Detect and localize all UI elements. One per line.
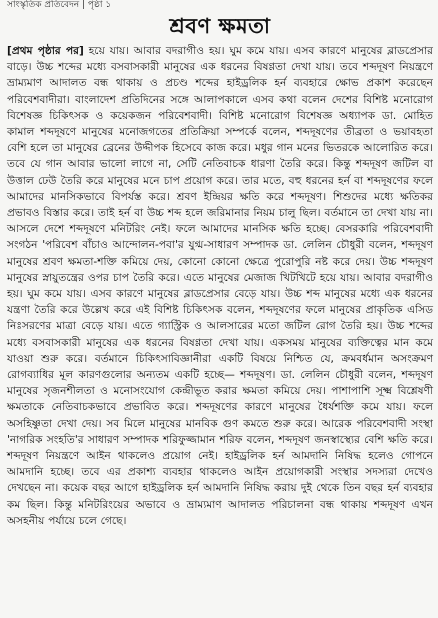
cropped-header-line: সাংস্কৃতিক প্রতিবেদন | পৃষ্ঠা ১ [7, 0, 112, 10]
article-text: হয়ে যায়। আবার বদরাগীও হয়। ঘুম কমে যায়। এসব কারণে মানুষের ব্লাডপ্রেসার বাড়ে। উচ্চ শব্দের মধ্যে বসবাসকারী মানুষের এক ধরনের বিষণ্ণতা দেখা যায়। তবে শব্দদূষণ নিয়ন্ত্রণে ভ্রাম্যমাণ আদালত বন্ধ থাকায় ও প্রচণ্ড শব্দের হাইড্রলিক হর্ন ব্যবহারে ক্ষোভ প্রকাশ করেছেন পরিবেশবাদীরা। বাংলাদেশ প্রতিদিনের সঙ্গে আলাপকালে এসব কথা বলেন দেশের বিশিষ্ট মনোরোগ বিশেষজ্ঞ চিকিৎসক ও কয়েকজন পরিবেশবাদী। বিশিষ্ট মনোরোগ বিশেষজ্ঞ অধ্যাপক ডা. মোহিত কামাল শব্দদূষণে মানুষের মনোজগতের প্রতিক্রিয়া সম্পর্কে বলেন, শব্দদূষণের তীব্রতা ও ভয়াবহতা বেশি হলে তা মানুষের ব্রেনের উদ্দীপক হিসেবে কাজ করে। মধুর গান মনের ভিতরকে আলোরিত করে। তবে যে গান আবার ভালো লাগে না, সেটি নেতিবাচক ধারণা তৈরি করে। কিন্তু শব্দদূষণ জটিল বা উত্তাল ঢেউ তৈরি করে মানুষের মনে চাপ প্রয়োগ করে। তার মতে, বহু ধরনের হর্ন বা শব্দদূষণের ফলে আমাদের মানসিকভাবে বিপর্যস্ত করে। শ্রবণ ইন্দ্রিয়র ক্ষতি করে শব্দদূষণ। শিশুদের মধ্যে ক্ষতিকর প্রভাবও বিস্তার করে। তাই হর্ন বা উচ্চ শব্দ হলে জরিমানার নিয়ম চালু ছিল। বর্তমানে তা দেখা যায় না। আসলে দেশে শব্দদূষণে মনিটরিং নেই। ফলে আমাদের মানসিক ক্ষতি হচ্ছে। বেসরকারি পরিবেশবাদী সংগঠন 'পরিবেশ বাঁচাও আন্দোলন-পবা'র যুগ্ম-সাধারণ সম্পাদক ডা. লেলিন চৌধুরী বলেন, শব্দদূষণ মানুষের শ্রবণ ক্ষমতা-শক্তি কমিয়ে দেয়, কোনো কোনো ক্ষেত্রে পুরোপুরি নষ্ট করে দেয়। উচ্চ শব্দদূষণ মানুষের স্নায়ুতন্ত্রের ওপর চাপ তৈরি করে। এতে মানুষের মেজাজ খিটখিটে হয়ে যায়। আবার বদরাগীও হয়। ঘুম কমে যায়। এসব কারণে মানুষের ব্লাডপ্রেসার বেড়ে যায়। উচ্চ শব্দ মানুষের মধ্যে এক ধরনের যন্ত্রণা তৈরি করে উল্লেখ করে এই বিশিষ্ট চিকিৎসক বলেন, শব্দদূষণের ফলে মানুষের প্রাকৃতিক এসিড নিঃসরণের মাত্রা বেড়ে যায়। এতে গ্যাস্ট্রিক ও আলসারের মতো জটিল রোগ তৈরি হয়। উচ্চ শব্দের মধ্যে বসবাসকারী মানুষের এক ধরনের বিষণ্ণতা দেখা যায়। একসময় মানুষের ব্যক্তিত্বের মান কমে যাওয়া শুরু করে। বর্তমানে চিকিৎসাবিজ্ঞানীরা একটি বিষয়ে নিশ্চিত যে, ক্রমবর্ধমান অসংক্রমণ রোগব্যাধির মূল কারণগুলোর অন্যতম একটি হচ্ছে— শব্দদূষণ। ডা. লেলিন চৌধুরী বলেন, শব্দদূষণ মানুষের সৃজনশীলতা ও মনোসংযোগ কেন্দ্রীভূত করার ক্ষমতা কমিয়ে দেয়। পাশাপাশি সূক্ষ্ম বিশ্লেষণী ক্ষমতাকে নেতিবাচকভাবে প্রভাবিত করে। শব্দদূষণের কারণে মানুষের ধৈর্যশক্তি কমে যায়। ফলে অসহিষ্ণুতা দেখা দেয়। সব মিলে মানুষের মানবিক গুণ কমতে শুরু করে। আরেক পরিবেশবাদী সংস্থা 'নাগরিক সংহতি'র সাধারণ সম্পাদক শরিফুজ্জামান শরিফ বলেন, শব্দদূষণ জনস্বাস্থ্যের বেশি ক্ষতি করে। শব্দদূষণ নিয়ন্ত্রণে আইন থাকলেও প্রয়োগ নেই। হাইড্রলিক হর্ন আমদানি নিষিদ্ধ হলেও গোপনে আমদানি হচ্ছে। তবে এর প্রকাশ্য ব্যবহার থাকলেও আইন প্রয়োগকারী সংস্থার সদস্যরা দেখেও দেখছেন না। কয়েক বছর আগে হাইড্রলিক হর্ন আমদানি নিষিদ্ধ করায় দুই থেকে তিন বছর হর্ন ব্যবহার কম ছিল। কিন্তু মনিটরিংয়ের অভাবে ও ভ্রাম্যমাণ আদালত পরিচালনা বন্ধ থাকায় শব্দদূষণ এখন অসহনীয় পর্যায়ে চলে গেছে। [7, 45, 433, 527]
article-title: শ্রবণ ক্ষমতা [169, 13, 271, 38]
article-body [7, 43, 433, 529]
continuation-marker: [প্রথম পৃষ্ঠার পর] [7, 45, 84, 57]
